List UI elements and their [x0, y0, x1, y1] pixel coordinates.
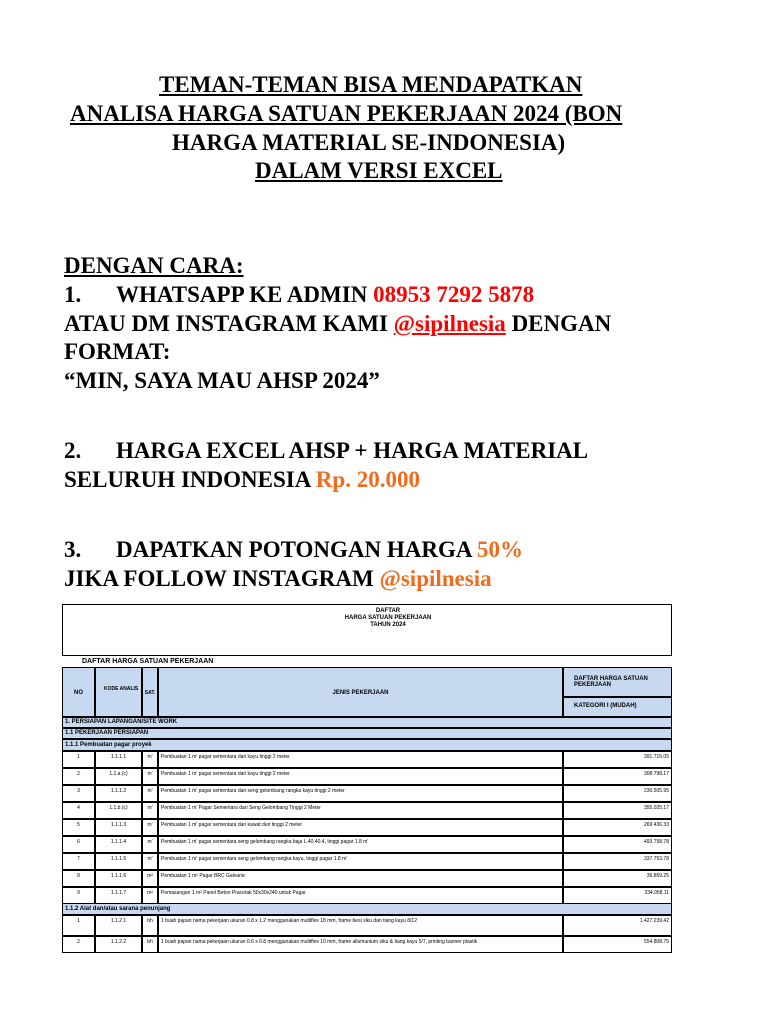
section-alat-penunjang: 1.1.2 Alat dan/atau sarana penunjang: [62, 903, 672, 915]
table-cell-jenis: 1 buah papan nama pekerjaan ukuran 0.6 x 0.8 menggunakan multiflex 10 mm, frame allumunium siku & tiang kayu 5/7, printing banner plastik: [158, 936, 563, 953]
table-cell-kode: 1.1.1.7: [95, 887, 142, 904]
heading-line-2-text: ANALISA HARGA SATUAN PEKERJAAN 2024 (BON: [70, 101, 623, 126]
table-cell-no: 6: [62, 836, 95, 853]
table-cell-harga: 337.753.78: [563, 853, 672, 870]
col-header-jenis: JENIS PEKERJAAN: [158, 667, 563, 717]
col-header-daftar: DAFTAR HARGA SATUAN PEKERJAAN: [563, 667, 672, 697]
table-cell-harga: 355.025.17: [563, 802, 672, 819]
table-cell-sat: m²: [142, 870, 158, 887]
table-cell-kode: 1.1.1.4: [95, 836, 142, 853]
table-cell-jenis: Pembuatan 1 m' pagar sementara dari kayu tinggi 2 meter: [158, 768, 563, 785]
table-cell-harga: 391.715.05: [563, 751, 672, 768]
table-cell-no: 8: [62, 870, 95, 887]
table-cell-kode: 1.1.1.2: [95, 785, 142, 802]
table-cell-sat: m': [142, 853, 158, 870]
step-1-line-2: [64, 311, 611, 337]
table-cell-harga: 1.427.239.42: [563, 915, 672, 936]
step-3-text: DAPATKAN POTONGAN HARGA: [116, 537, 477, 562]
table-cell-jenis: 1 buah papan nama pekerjaan ukuran 0.8 x 1.2 menggunakan multiflex 18 mm, frame besi siku dan tiang kayu 8/12: [158, 915, 563, 936]
table-cell-no: 3: [62, 785, 95, 802]
table-title-3: TAHUN 2024: [370, 622, 406, 628]
step-1-dengan: DENGAN: [505, 311, 612, 336]
table-cell-sat: m': [142, 836, 158, 853]
step-1-line-3: FORMAT:: [64, 339, 171, 364]
discount-percent: 50%: [476, 537, 523, 562]
table-cell-sat: m': [142, 785, 158, 802]
step-1-instagram-text: ATAU DM INSTAGRAM KAMI: [64, 311, 394, 336]
table-cell-harga: 269.436.33: [563, 819, 672, 836]
table-cell-jenis: Pembuatan 1 m' Pagar Sementara dari Seng Gelombang Tinggi 2 Meter: [158, 802, 563, 819]
table-title-1: DAFTAR: [375, 608, 401, 614]
table-cell-sat: m': [142, 819, 158, 836]
table-cell-no: 2: [62, 768, 95, 785]
table-cell-no: 4: [62, 802, 95, 819]
step-3-number: 3.: [64, 537, 82, 562]
table-title-2: HARGA SATUAN PEKERJAAN: [344, 615, 432, 621]
table-cell-kode: 1.1.1.5: [95, 853, 142, 870]
step-3-line-1: [64, 537, 523, 563]
step-2-line-2-text: SELURUH INDONESIA: [64, 467, 316, 492]
table-cell-harga: 308.798.17: [563, 768, 672, 785]
table-cell-kode: 1.1.2.2: [95, 936, 142, 953]
section-pagar-proyek: 1.1.1 Pembuatan pagar proyek: [62, 739, 672, 751]
col-header-kategori: KATEGORI I (MUDAH): [563, 697, 672, 717]
table-cell-no: 7: [62, 853, 95, 870]
table-cell-harga: 36.859.25: [563, 870, 672, 887]
heading-line-4: DALAM VERSI EXCEL: [255, 158, 503, 183]
heading-line-3: HARGA MATERIAL SE-INDONESIA): [172, 130, 566, 155]
step-2-line-1: [64, 438, 588, 464]
table-cell-sat: m': [142, 768, 158, 785]
table-cell-sat: m²: [142, 887, 158, 904]
table-cell-kode: 1.1.1.6: [95, 870, 142, 887]
table-title-box: [62, 604, 672, 656]
heading-line-2: [70, 101, 622, 127]
table-subtitle: DAFTAR HARGA SATUAN PEKERJAAN: [82, 658, 214, 665]
step-1-line-4: “MIN, SAYA MAU AHSP 2024”: [64, 368, 380, 393]
heading-line-1: TEMAN-TEMAN BISA MENDAPATKAN: [159, 72, 583, 97]
table-cell-jenis: Pemasangan 1 m² Panel Beton Pracetak 50x30x240 untuk Pagar: [158, 887, 563, 904]
step-3-line-2-text: JIKA FOLLOW INSTAGRAM: [64, 566, 380, 591]
table-cell-kode: 1.1.1.3: [95, 819, 142, 836]
table-cell-sat: m': [142, 802, 158, 819]
step-2-line-2: [64, 467, 420, 493]
table-cell-no: 5: [62, 819, 95, 836]
step-1-number: 1.: [64, 282, 82, 307]
table-cell-harga: 493.758.78: [563, 836, 672, 853]
table-cell-harga: 554.808.75: [563, 936, 672, 953]
table-cell-sat: m': [142, 751, 158, 768]
table-cell-jenis: Pembuatan 1 m² Pagar BRC Galvanic: [158, 870, 563, 887]
table-cell-sat: bh: [142, 936, 158, 953]
table-cell-kode: 1.1.1.1: [95, 751, 142, 768]
price-value: Rp. 20.000: [315, 467, 420, 492]
table-cell-harga: 230.505.95: [563, 785, 672, 802]
table-cell-jenis: Pembuatan 1 m' pagar sementara seng gelombang rangka baja L.40.40.4, tinggi pagar 1.8 m': [158, 836, 563, 853]
table-cell-kode: 1.1.a.(c): [95, 768, 142, 785]
table-cell-kode: 1.1.b.(c): [95, 802, 142, 819]
table-cell-jenis: Pembuatan 1 m' pagar sementara dari kawat duri tinggi 2 meter: [158, 819, 563, 836]
table-cell-no: 2: [62, 936, 95, 953]
step-1-text: WHATSAPP KE ADMIN: [116, 282, 374, 307]
admin-phone-number[interactable]: 08953 7292 5878: [373, 282, 535, 307]
col-header-kode: KODE ANALIS: [95, 667, 142, 717]
col-header-no: NO: [62, 667, 95, 717]
table-cell-no: 9: [62, 887, 95, 904]
step-3-line-2: [64, 566, 492, 592]
table-cell-jenis: Pembuatan 1 m' pagar sementara dari kayu tinggi 2 meter: [158, 751, 563, 768]
table-cell-jenis: Pembuatan 1 m' pagar sementara seng gelombang rangka kayu, tinggi pagar 1.8 m': [158, 853, 563, 870]
table-cell-kode: 1.1.2.1: [95, 915, 142, 936]
section-pekerjaan-persiapan: 1.1 PEKERJAAN PERSIAPAN: [62, 728, 672, 739]
table-cell-no: 1: [62, 751, 95, 768]
table-cell-harga: 334.958.11: [563, 887, 672, 904]
step-2-number: 2.: [64, 438, 82, 463]
instagram-handle-link[interactable]: @sipilnesia: [393, 311, 506, 336]
step-1-line-1: [64, 282, 534, 308]
instagram-handle-orange[interactable]: @sipilnesia: [379, 566, 492, 591]
steps-intro: DENGAN CARA:: [64, 253, 244, 278]
col-header-sat: SAT.: [142, 667, 158, 717]
table-cell-jenis: Pembuatan 1 m' pagar sementara dari seng gelombang rangka kayu tinggi 2 meter: [158, 785, 563, 802]
step-2-text: HARGA EXCEL AHSP + HARGA MATERIAL: [116, 438, 589, 463]
table-cell-no: 1: [62, 915, 95, 936]
table-cell-sat: bh: [142, 915, 158, 936]
section-persiapan: 1. PERSIAPAN LAPANGAN/SITE WORK: [62, 717, 672, 728]
